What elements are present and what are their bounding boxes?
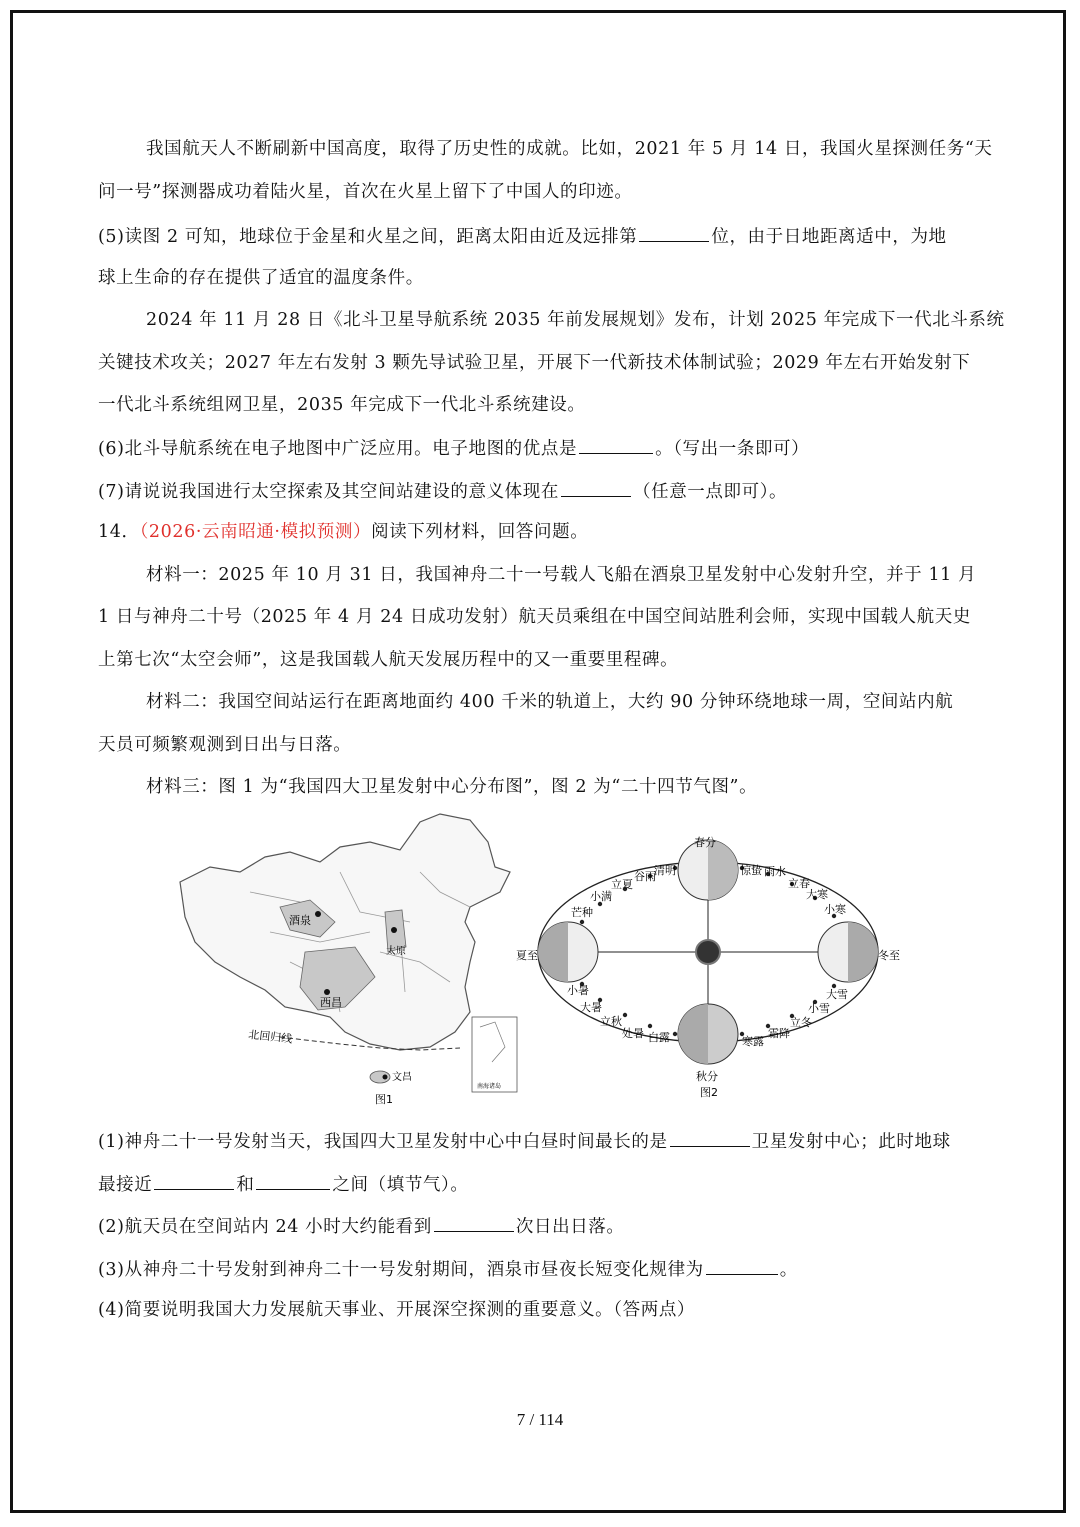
fig1-caption: 图1: [375, 1093, 393, 1106]
question-source: （2026·云南昭通·模拟预测）: [139, 522, 372, 542]
page-number: 7 / 114: [516, 1410, 564, 1429]
para2-line3: 一代北斗系统组网卫星，2035 年完成下一代北斗系统建设。: [98, 395, 586, 415]
term-lixia: 立夏: [611, 878, 633, 891]
solar-terms-figure: [516, 835, 900, 1099]
term-chunfen: 春分: [694, 836, 716, 849]
map-label-jiuquan: 酒泉: [289, 914, 311, 927]
term-mangzhong: 芒种: [571, 906, 593, 919]
map-label-tropic: 北回归线: [247, 1028, 293, 1046]
subq3-line: (3)从神舟二十号发射到神舟二十一号发射期间，酒泉市昼夜长短变化规律为 。: [98, 1256, 798, 1282]
figures: [170, 812, 910, 1112]
term-lidong: 立冬: [790, 1016, 812, 1029]
term-lichun: 立春: [788, 877, 810, 890]
term-chushu: 处暑: [622, 1027, 644, 1040]
q5-line1: (5)读图 2 可知，地球位于金星和火星之间，距离太阳由近及远排第 位，由于日地距离适中，为地: [98, 223, 947, 249]
map-label-taiyuan: 太原: [386, 946, 406, 957]
term-xiaoshu: 小暑: [567, 984, 589, 997]
q6-line: (6)北斗导航系统在电子地图中广泛应用。电子地图的优点是 。（写出一条即可）: [98, 435, 809, 461]
material1-line1: 材料一：2025 年 10 月 31 日，我国神舟二十一号载人飞船在酒泉卫星发射中心发射升空，并于 11 月: [146, 565, 977, 585]
answer-blank[interactable]: [154, 1171, 234, 1190]
answer-blank[interactable]: [561, 478, 631, 497]
china-map-figure: [180, 814, 517, 1106]
answer-blank[interactable]: [706, 1256, 778, 1275]
term-guyu: 谷雨: [634, 870, 656, 883]
material1-line2: 1 日与神舟二十号（2025 年 4 月 24 日成功发射）航天员乘组在中国空间站胜利会师，实现中国载人航天史: [98, 607, 971, 627]
subq4-line: (4)简要说明我国大力发展航天事业、开展深空探测的重要意义。（答两点）: [98, 1300, 696, 1320]
term-qingming: 清明: [654, 864, 676, 877]
q14-heading: 14．（2026·云南昭通·模拟预测）阅读下列材料，回答问题。: [98, 522, 589, 542]
q7-line: (7)请说说我国进行太空探索及其空间站建设的意义体现在 （任意一点即可）。: [98, 478, 787, 504]
answer-blank[interactable]: [256, 1171, 330, 1190]
map-label-xichang: 西昌: [320, 996, 342, 1009]
answer-blank[interactable]: [579, 435, 653, 454]
material3-line1: 材料三：图 1 为“我国四大卫星发射中心分布图”，图 2 为“二十四节气图”。: [146, 777, 758, 797]
answer-blank[interactable]: [434, 1213, 514, 1232]
map-label-wenchang: 文昌: [392, 1072, 412, 1083]
term-dahan: 大寒: [806, 888, 828, 901]
term-xiaoman: 小满: [590, 890, 612, 903]
term-hanlu: 寒露: [742, 1035, 764, 1048]
term-qiufen: 秋分: [696, 1070, 718, 1083]
term-daxue: 大雪: [826, 988, 848, 1001]
term-yushui: 雨水: [764, 865, 786, 878]
q5-line2: 球上生命的存在提供了适宜的温度条件。: [98, 268, 424, 288]
subq1-line1: (1)神舟二十一号发射当天，我国四大卫星发射中心中白昼时间最长的是 卫星发射中心；此时地球: [98, 1128, 951, 1154]
para1-line1: 我国航天人不断刷新中国高度，取得了历史性的成就。比如，2021 年 5 月 14 日，我国火星探测任务“天: [146, 139, 993, 159]
material2-line2: 天员可频繁观测到日出与日落。: [98, 735, 352, 755]
term-xiazhi: 夏至: [516, 949, 538, 962]
map-label-inset: 南海诸岛: [477, 1083, 502, 1090]
para1-line2: 问一号”探测器成功着陆火星，首次在火星上留下了中国人的印迹。: [98, 182, 633, 202]
term-dashu: 大暑: [580, 1001, 602, 1014]
term-xiaohan: 小寒: [824, 903, 846, 916]
term-jingzhe: 惊蛰: [740, 864, 762, 877]
answer-blank[interactable]: [670, 1128, 750, 1147]
term-shuangjiang: 霜降: [768, 1027, 790, 1040]
fig2-caption: 图2: [700, 1086, 718, 1099]
material1-line3: 上第七次“太空会师”，这是我国载人航天发展历程中的又一重要里程碑。: [98, 650, 679, 670]
para2-line1: 2024 年 11 月 28 日《北斗卫星导航系统 2035 年前发展规划》发布，计划 2025 年完成下一代北斗系统: [146, 310, 1005, 330]
term-dongzhi: 冬至: [878, 949, 900, 962]
term-xiaoxue: 小雪: [808, 1002, 830, 1015]
answer-blank[interactable]: [639, 223, 709, 242]
term-liqiu: 立秋: [600, 1015, 622, 1028]
term-bailu: 白露: [648, 1031, 670, 1044]
para2-line2: 关键技术攻关；2027 年左右发射 3 颗先导试验卫星，开展下一代新技术体制试验；2029 年左右开始发射下: [98, 353, 971, 373]
material2-line1: 材料二：我国空间站运行在距离地面约 400 千米的轨道上，大约 90 分钟环绕地球一周，空间站内航: [146, 692, 954, 712]
subq1-line2: 最接近 和 之间（填节气）。: [98, 1171, 468, 1197]
subq2-line: (2)航天员在空间站内 24 小时大约能看到 次日出日落。: [98, 1213, 625, 1239]
